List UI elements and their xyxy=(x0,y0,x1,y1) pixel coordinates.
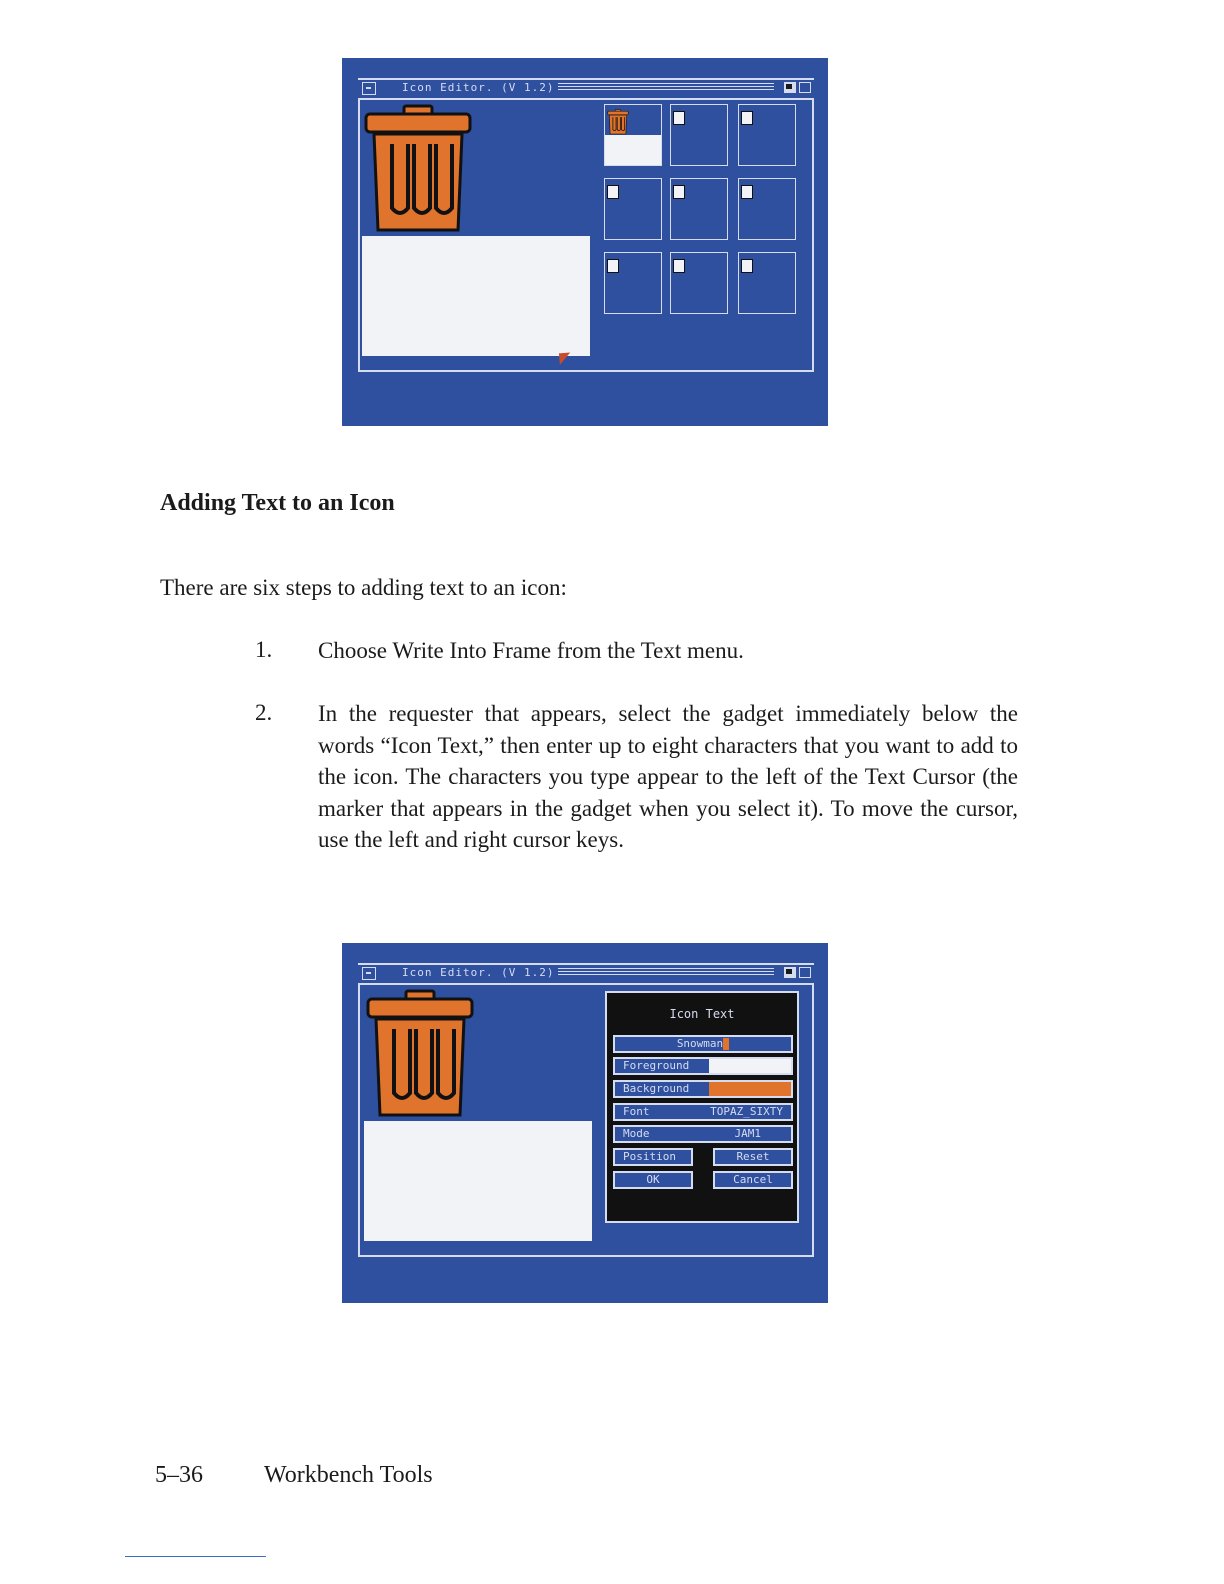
position-label: Position xyxy=(623,1150,676,1163)
window-title: Icon Editor. (V 1.2) xyxy=(402,81,555,94)
icon-canvas[interactable] xyxy=(362,104,590,356)
trash-can-thumbnail-icon xyxy=(607,109,629,135)
mode-value: JAM1 xyxy=(734,1127,761,1140)
frame-thumbnail-icon xyxy=(607,185,619,199)
page-number: 5–36 xyxy=(155,1462,203,1488)
depth-front-icon[interactable] xyxy=(799,967,811,978)
foreground-button[interactable] xyxy=(613,1057,793,1075)
step-number: 1. xyxy=(255,637,273,662)
icon-text-value: Snowman xyxy=(676,1037,724,1050)
window-title: Icon Editor. (V 1.2) xyxy=(402,966,555,979)
frame-grid xyxy=(600,104,800,324)
frame-6[interactable] xyxy=(738,178,796,240)
icon-text-requester xyxy=(605,991,799,1223)
window-title-bar[interactable] xyxy=(358,78,814,100)
frame-7[interactable] xyxy=(604,252,662,314)
frame-thumbnail-icon xyxy=(607,259,619,273)
background-swatch xyxy=(709,1082,791,1096)
frame-5[interactable] xyxy=(670,178,728,240)
font-label: Font xyxy=(623,1105,650,1118)
foreground-label: Foreground xyxy=(623,1059,690,1072)
frame-thumbnail-icon xyxy=(741,111,753,125)
drag-bar[interactable] xyxy=(558,968,774,977)
background-label: Background xyxy=(623,1082,690,1095)
depth-back-icon[interactable] xyxy=(784,82,796,93)
trash-can-icon xyxy=(364,989,476,1119)
frame-thumbnail-icon xyxy=(741,185,753,199)
frame-8[interactable] xyxy=(670,252,728,314)
frame-4[interactable] xyxy=(604,178,662,240)
footer-rule xyxy=(125,1556,266,1557)
running-footer: Workbench Tools xyxy=(264,1462,433,1488)
drag-bar[interactable] xyxy=(558,83,774,92)
close-icon[interactable] xyxy=(362,82,376,95)
mode-button[interactable] xyxy=(613,1125,793,1143)
background-button[interactable] xyxy=(613,1080,793,1098)
font-button[interactable] xyxy=(613,1103,793,1121)
font-value: TOPAZ_SIXTY xyxy=(710,1105,783,1118)
frame-thumbnail-icon xyxy=(741,259,753,273)
text-cursor-icon xyxy=(723,1038,729,1050)
mode-label: Mode xyxy=(623,1127,650,1140)
foreground-swatch xyxy=(709,1059,791,1073)
frame-1-preview xyxy=(605,135,661,165)
frame-3[interactable] xyxy=(738,104,796,166)
section-heading: Adding Text to an Icon xyxy=(160,490,395,516)
frame-thumbnail-icon xyxy=(673,185,685,199)
position-button[interactable] xyxy=(613,1148,693,1166)
screenshot-icon-text-requester xyxy=(342,943,828,1303)
frame-9[interactable] xyxy=(738,252,796,314)
requester-title: Icon Text xyxy=(669,1007,735,1021)
frame-2[interactable] xyxy=(670,104,728,166)
trash-can-icon xyxy=(362,104,474,234)
step-text: In the requester that appears, select the gadget immediately below the words “Icon Text,” then enter up to eight characters that you want to add to the icon. The characters you type appear to the left of the Text Cursor (the marker that appears in the gadget when you select it). To move the cursor, use the left and right cursor keys. xyxy=(318,701,1018,853)
screenshot-icon-editor-frames xyxy=(342,58,828,426)
intro-paragraph: There are six steps to adding text to an icon: xyxy=(160,575,567,600)
depth-back-icon[interactable] xyxy=(784,967,796,978)
close-icon[interactable] xyxy=(362,967,376,980)
icon-canvas[interactable] xyxy=(364,989,592,1241)
frame-1[interactable] xyxy=(604,104,662,166)
step-number: 2. xyxy=(255,700,273,725)
icon-text-input[interactable] xyxy=(613,1035,793,1053)
frame-thumbnail-icon xyxy=(673,259,685,273)
frame-thumbnail-icon xyxy=(673,111,685,125)
ok-button[interactable]: OK xyxy=(613,1171,693,1189)
step-text: Choose Write Into Frame from the Text menu. xyxy=(318,638,744,663)
depth-front-icon[interactable] xyxy=(799,82,811,93)
window-title-bar[interactable] xyxy=(358,963,814,985)
reset-button[interactable]: Reset xyxy=(713,1148,793,1166)
cancel-button[interactable]: Cancel xyxy=(713,1171,793,1189)
